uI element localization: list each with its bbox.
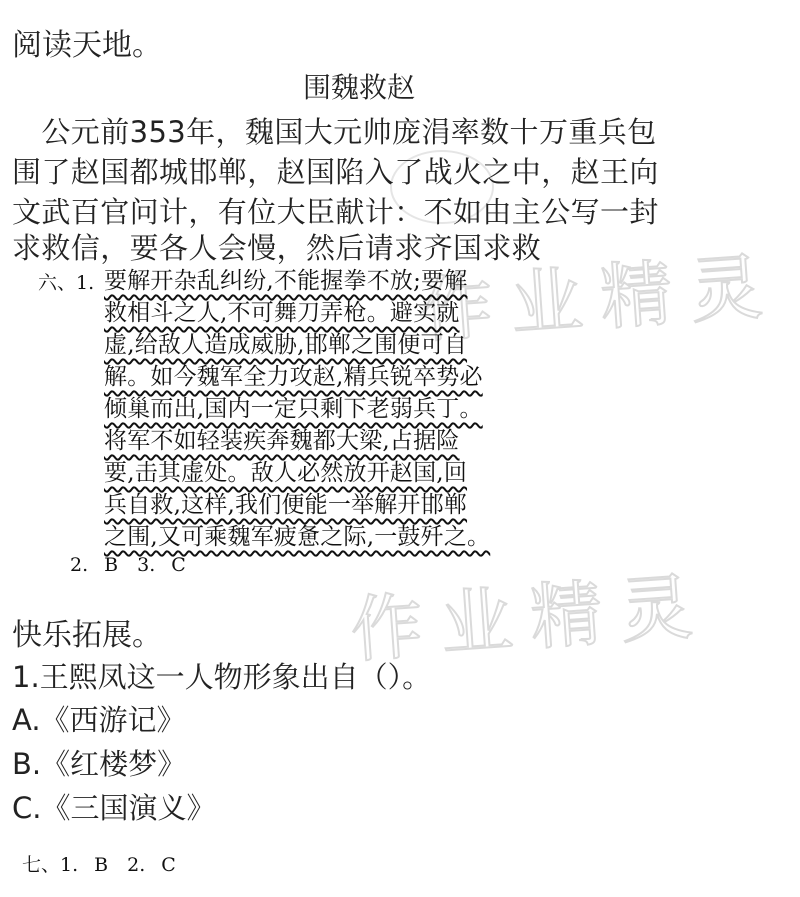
question-1: 1.王熙凤这一人物形象出自（）。	[12, 660, 432, 694]
answer-six-line-1: 要解开杂乱纠纷,不能握拳不放;要解	[104, 268, 468, 294]
watermark-middle: 作业精灵	[347, 563, 713, 673]
answer-six-line-2: 救相斗之人,不可舞刀弄枪。避实就	[104, 300, 460, 326]
answer-six-line-7: 要,击其虚处。敌人必然放开赵国,回	[104, 460, 468, 486]
answer-seven: 七、1. B 2. C	[22, 854, 176, 876]
story-title: 围魏救赵	[303, 71, 416, 104]
story-line-2: 围了赵国都城邯郸，赵国陷入了战火之中，赵王向	[12, 155, 659, 189]
extension-heading: 快乐拓展。	[12, 618, 162, 653]
story-line-3: 文武百官问计，有位大臣献计：不如由主公写一封	[12, 195, 659, 229]
reading-heading: 阅读天地。	[12, 28, 162, 63]
story-line-4-cut: 求救信，要各人会慢，然后请求齐国求救	[12, 231, 542, 265]
option-c: C.《三国演义》	[12, 791, 216, 825]
watermark-top: 作业精灵	[417, 243, 783, 353]
option-b: B.《红楼梦》	[12, 747, 187, 781]
story-line-1: 公元前353年，魏国大元帅庞涓率数十万重兵包	[12, 115, 657, 149]
option-a: A.《西游记》	[12, 703, 186, 737]
answer-six-label: 六、1.	[38, 272, 95, 294]
answer-six-line-9: 之围,又可乘魏军疲惫之际,一鼓歼之。	[104, 524, 491, 550]
answer-six-line-8: 兵自救,这样,我们便能一举解开邯郸	[104, 492, 468, 518]
answer-six-others: 2. B 3. C	[70, 554, 186, 576]
answer-six-line-3: 虚,给敌人造成威胁,邯郸之围便可自	[104, 332, 468, 358]
answer-six-line-4: 解。如今魏军全力攻赵,精兵锐卒势必	[104, 364, 483, 390]
answer-six-line-6: 将军不如轻装疾奔魏都大梁,占据险	[104, 428, 460, 454]
answer-six-line-5: 倾巢而出,国内一定只剩下老弱兵丁。	[104, 396, 483, 422]
